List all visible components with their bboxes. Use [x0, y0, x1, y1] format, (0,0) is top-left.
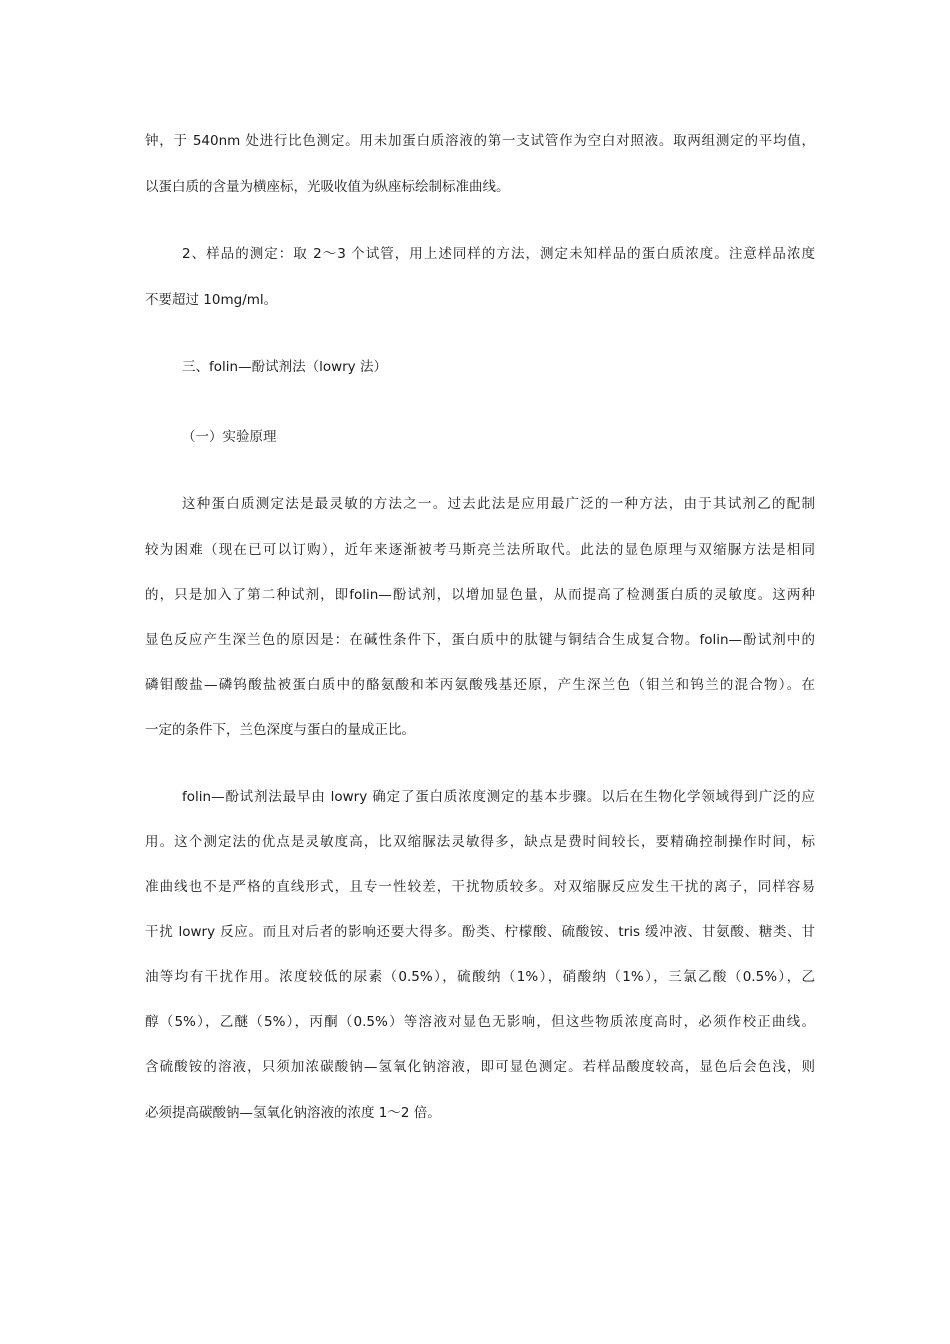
paragraph-line: 干扰 lowry 反应。而且对后者的影响还要大得多。酚类、柠檬酸、硫酸铵、tris 缓冲液、甘氨酸、糖类、甘	[145, 924, 815, 940]
subsection-title: （一）实验原理	[182, 429, 277, 445]
paragraph-line: 一定的条件下，兰色深度与蛋白的量成正比。	[145, 722, 415, 738]
paragraph-line: 钟，于 540nm 处进行比色测定。用未加蛋白质溶液的第一支试管作为空白对照液。取两组测定的平均值，	[145, 133, 815, 149]
paragraph-line: 必须提高碳酸钠—氢氧化钠溶液的浓度 1～2 倍。	[145, 1105, 441, 1121]
paragraph-line: 含硫酸铵的溶液，只须加浓碳酸钠—氢氧化钠溶液，即可显色测定。若样品酸度较高，显色后会色浅，则	[145, 1059, 815, 1075]
paragraph-line: 2、样品的测定：取 2～3 个试管，用上述同样的方法，测定未知样品的蛋白质浓度。注意样品浓度	[182, 246, 815, 262]
paragraph-line: 醇（5%），乙醚（5%），丙酮（0.5%）等溶液对显色无影响，但这些物质浓度高时，必须作校正曲线。	[145, 1014, 815, 1030]
paragraph-line: 磷钼酸盐—磷钨酸盐被蛋白质中的酪氨酸和苯丙氨酸残基还原，产生深兰色（钼兰和钨兰的混合物）。在	[145, 677, 815, 693]
paragraph-line: 这种蛋白质测定法是最灵敏的方法之一。过去此法是应用最广泛的一种方法，由于其试剂乙的配制	[182, 496, 815, 512]
paragraph-line: 用。这个测定法的优点是灵敏度高，比双缩脲法灵敏得多，缺点是费时间较长，要精确控制操作时间，标	[145, 834, 815, 850]
paragraph-line: folin—酚试剂法最早由 lowry 确定了蛋白质浓度测定的基本步骤。以后在生物化学领域得到广泛的应	[182, 789, 815, 805]
paragraph-line: 准曲线也不是严格的直线形式，且专一性较差，干扰物质较多。对双缩脲反应发生干扰的离子，同样容易	[145, 879, 815, 895]
paragraph-line: 油等均有干扰作用。浓度较低的尿素（0.5%），硫酸纳（1%），硝酸纳（1%），三氯乙酸（0.5%），乙	[145, 969, 815, 985]
paragraph-line: 不要超过 10mg/ml。	[145, 292, 278, 308]
paragraph-line: 显色反应产生深兰色的原因是：在碱性条件下，蛋白质中的肽键与铜结合生成复合物。folin—酚试剂中的	[145, 632, 815, 648]
paragraph-line: 较为困难（现在已可以订购），近年来逐渐被考马斯亮兰法所取代。此法的显色原理与双缩脲方法是相同	[145, 542, 815, 558]
paragraph-line: 的，只是加入了第二种试剂，即folin—酚试剂，以增加显色量，从而提高了检测蛋白质的灵敏度。这两种	[145, 587, 815, 603]
section-title: 三、folin—酚试剂法（lowry 法）	[182, 359, 387, 375]
paragraph-line: 以蛋白质的含量为横座标，光吸收值为纵座标绘制标准曲线。	[145, 179, 510, 195]
